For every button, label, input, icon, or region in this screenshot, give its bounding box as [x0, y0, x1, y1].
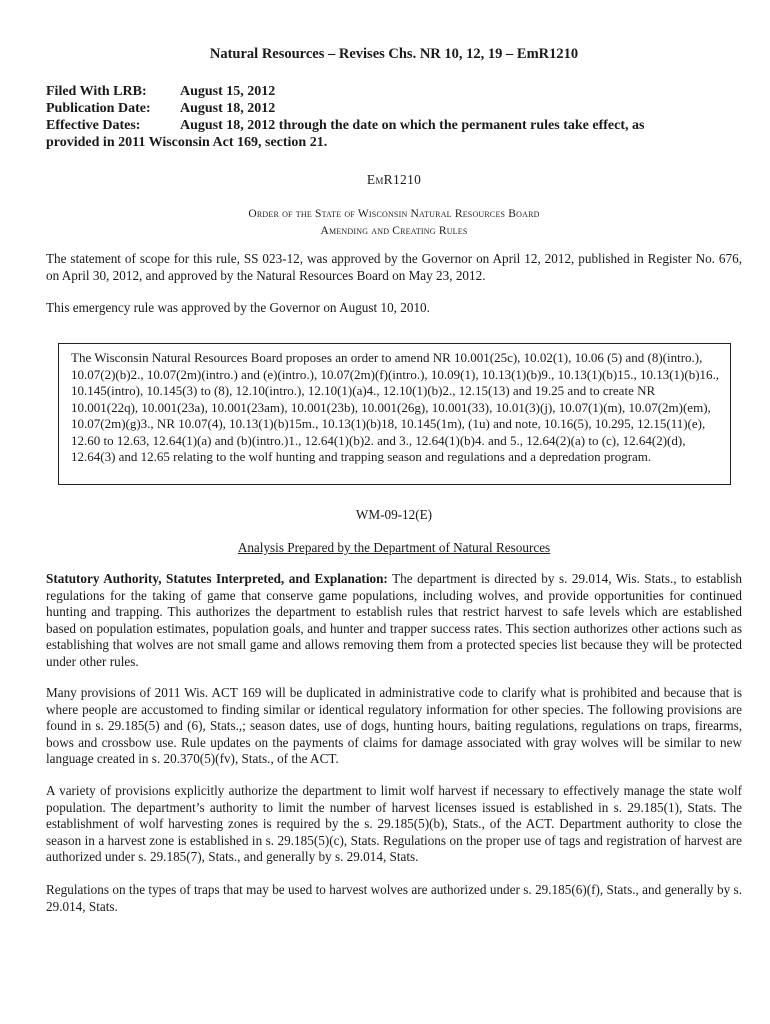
- order-heading: [46, 206, 742, 240]
- statutory-authority-section: [46, 571, 742, 671]
- order-heading-line1: Order of the State of Wisconsin Natural Resources Board: [248, 208, 540, 220]
- publication-date-row: [46, 100, 742, 117]
- filing-label: Effective Dates:: [46, 118, 141, 133]
- filing-value: August 18, 2012: [180, 101, 276, 116]
- scope-statement-text: The statement of scope for this rule, SS 023-12, was approved by the Governor on April 12, 2012, published in Register No. 676, on April 30, 2012, and approved by the Natural Resources Board on May 23, 2012.: [46, 251, 742, 283]
- effective-dates-continuation: provided in 2011 Wisconsin Act 169, section 21.: [46, 135, 328, 150]
- proposal-text: The Wisconsin Natural Resources Board proposes an order to amend NR 10.001(25c), 10.02(1), 10.06 (5) and (8)(intro.), 10.07(2)(b)2., 10.07(2m)(intro.) and (e)(intro.), 10.07(2m)(f)(intro.), 10.09(1), 10.13(1)(b)9., 10.13(1)(b)15., 10.13(1)(b)16., 10.145(intro), 10.145(3) to (8), 12.10(intro.), 12.10(1)(a)4., 12.10(1)(b)2., 12.15(13) and 19.25 and to create NR 10.001(22q), 10.001(23a), 10.001(23am), 10.001(23b), 10.001(26g), 10.001(33), 10.01(3)(j), 10.07(1)(m), 10.07(2m)(em), 10.07(2m)(g)3., NR 10.07(4), 10.13(1)(b)15m., 10.13(1)(b)18, 10.145(1m), (1u) and note, 10.16(5), 10.295, 12.15(11)(e), 12.60 to 12.63, 12.64(1)(a) and (b)(intro.)1., 12.64(1)(b)2. and 3., 12.64(1)(b)4. and 5., 12.64(2)(a) to (c), 12.64(2)(d), 12.64(3) and 12.65 relating to the wolf hunting and trapping season and regulations and a depredation program.: [71, 350, 720, 464]
- order-heading-line2: Amending and Creating Rules: [320, 225, 468, 237]
- proposal-box: [58, 343, 731, 485]
- provisions-paragraph: [46, 685, 742, 768]
- emergency-note-text: This emergency rule was approved by the Governor on August 10, 2010.: [46, 300, 430, 315]
- statutory-authority-paragraph: [46, 571, 742, 671]
- wolf-harvest-paragraph: [46, 783, 742, 866]
- traps-paragraph: [46, 882, 742, 915]
- wolf-harvest-text: A variety of provisions explicitly authorize the department to limit wolf harvest if necessary to effectively manage the state wolf population. The department’s authority to limit the number of harvest licenses issued is established in s. 29.185(1), Stats. The establishment of wolf harvesting zones is required by the s. 29.185(5)(b), Stats., of the ACT. Department authority to close the season in a harvest zone is established in s. 29.185(5)(c), Stats. Regulations on the proper use of tags and registration of harvest are authorized under s. 29.185(7), Stats., and generally by s. 29.014, Stats.: [46, 783, 742, 865]
- filing-value: August 15, 2012: [180, 84, 276, 99]
- scope-statement: [46, 251, 742, 284]
- traps-text: Regulations on the types of traps that may be used to harvest wolves are authorized under s. 29.185(6)(f), Stats., and generally by s. 29.014, Stats.: [46, 882, 742, 914]
- filing-label: Filed With LRB:: [46, 84, 147, 99]
- document-title: Natural Resources – Revises Chs. NR 10, 12, 19 – EmR1210: [209, 46, 579, 62]
- document-number: WM-09-12(E): [355, 507, 433, 522]
- filing-label: Publication Date:: [46, 101, 151, 116]
- statutory-text: The department is directed by s. 29.014, Wis. Stats., to establish regulations for the taking of game that conserve game populations, including wolves, and provide opportunities for continued hunting and trapping. This authorizes the department to establish rules that restrict harvest to safe levels which are established based on population estimates, population goals, and hunter and trapper success rates. This section authorizes other actions such as establishing that wolves are not small game and allows removing them from a protected species list because they will be protected under other rules.: [46, 571, 742, 669]
- filed-with-lrb-row: [46, 83, 742, 100]
- filing-value: August 18, 2012 through the date on which the permanent rules take effect, as: [180, 118, 645, 133]
- provisions-text: Many provisions of 2011 Wis. ACT 169 will be duplicated in administrative code to clarify what is prohibited and because that is where people are accustomed to finding similar or identical regulatory information for other species. The following provisions are found in s. 29.185(5) and (6), Stats.,; season dates, use of dogs, hunting hours, baiting regulations, regulations on traps, firearms, bows and crossbow use. Rule updates on the payments of claims for damage associated with gray wolves will be similar to new language created in s. 20.370(5)(fv), Stats., of the ACT.: [46, 685, 742, 767]
- analysis-heading: Analysis Prepared by the Department of Natural Resources: [237, 540, 551, 555]
- filing-info: [46, 83, 742, 151]
- statutory-heading: Statutory Authority, Statutes Interpreted, and Explanation:: [46, 571, 388, 586]
- emergency-note: [46, 300, 742, 317]
- effective-dates-row: [46, 117, 742, 134]
- rule-code: EmR1210: [366, 172, 422, 187]
